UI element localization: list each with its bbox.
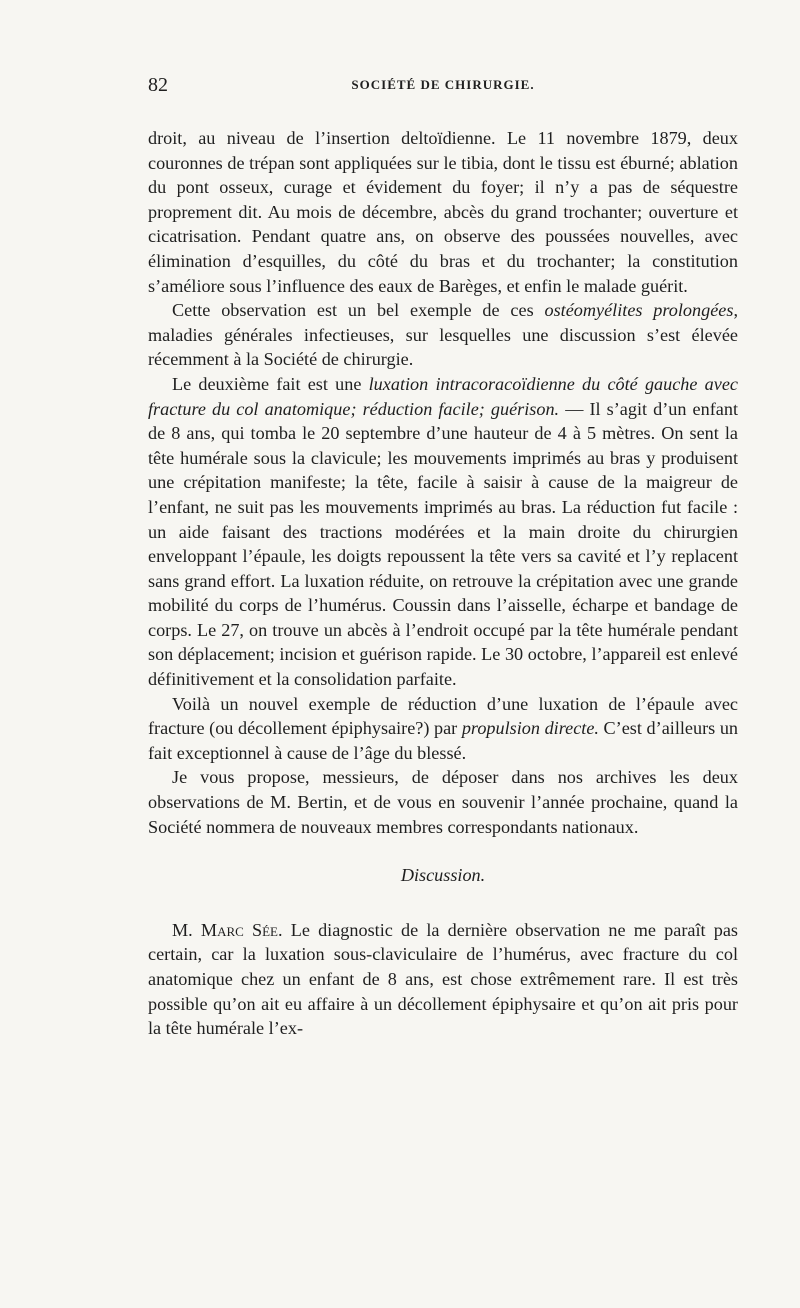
paragraph-6 xyxy=(148,918,738,1041)
paragraph-5: Je vous propose, messieurs, de déposer dans nos archives les deux observations de M. Bertin, et de vous en souvenir l’année prochaine, quand la Société nommera de nouveaux membres correspondants nationaux. xyxy=(148,767,738,837)
paragraph-1: droit, au niveau de l’insertion deltoïdienne. Le 11 novembre 1879, deux couronnes de trépan sont appliquées sur le tibia, dont le tissu est éburné; ablation du pont osseux, curage et évidement du foyer; il n’y a pas de séquestre proprement dit. Au mois de décembre, abcès du grand trochanter; ouverture et cicatrisation. Pendant quatre ans, on observe des poussées nouvelles, avec élimination d’esquilles, du côté du bras et du trochanter; la constitution s’améliore sous l’influence des eaux de Barèges, et enfin le malade guérit. xyxy=(148,128,738,296)
speaker-prefix: M. xyxy=(172,919,201,940)
speaker-name: Marc Sée. xyxy=(200,919,283,940)
paragraph-3 xyxy=(148,372,738,692)
paragraph-2 xyxy=(148,298,738,372)
paragraph-4 xyxy=(148,692,738,766)
paragraph-2-text-a: Cette observation est un bel exemple de ces xyxy=(172,300,545,321)
paragraph-2-text-b: , maladies générales infectieuses, sur lesquelles une discussion s’est élevée récemment à la Société de chirurgie. xyxy=(148,300,738,370)
paragraph-4-text-b: C’est d’ailleurs un fait exceptionnel à cause de l’âge du blessé. xyxy=(148,718,739,763)
paragraph-2-emphasis: ostéomyélites prolongées xyxy=(544,300,734,321)
paragraph-3-emphasis: luxation intracoracoïdienne du côté gauche avec fracture du col anatomique; réduction facile; guérison. xyxy=(148,373,738,419)
page-header xyxy=(148,74,738,98)
body-text xyxy=(148,126,738,1041)
paragraph-4-emphasis: propulsion directe. xyxy=(461,718,599,739)
running-head: SOCIÉTÉ DE CHIRURGIE. xyxy=(351,77,535,92)
discussion-heading: Discussion. xyxy=(400,865,486,886)
paragraph-3-text-b: — Il s’agit d’un enfant de 8 ans, qui tomba le 20 septembre d’une hauteur de 4 à 5 mètres. On sent la tête humérale sous la clavicule; les mouvements imprimés au bras y produisent une crépitation manifeste; la tête, facile à saisir à cause de la maigreur de l’enfant, ne suit pas les mouvements imprimés au bras. La réduction fut facile : un aide faisant des tractions modérées et la main droite du chirurgien enveloppant l’épaule, les doigts repoussent la tête vers sa cavité et l’y replacent sans grand effort. La luxation réduite, on retrouve la crépitation avec une grande mobilité du corps de l’humérus. Coussin dans l’aisselle, écharpe et bandage de corps. Le 27, on trouve un abcès à l’endroit occupé par la tête humérale pendant son déplacement; incision et guérison rapide. Le 30 octobre, l’appareil est enlevé définitivement et la consolidation parfaite. xyxy=(148,398,738,690)
page-number: 82 xyxy=(148,74,168,96)
paragraph-3-text-a: Le deuxième fait est une xyxy=(172,373,369,394)
paragraph-4-text-a: Voilà un nouvel exemple de réduction d’une luxation de l’épaule avec fracture (ou décollement épiphysaire?) par xyxy=(148,693,738,739)
paragraph-6-text: Le diagnostic de la dernière observation ne me paraît pas certain, car la luxation sous-claviculaire de l’humérus, avec fracture du col anatomique chez un enfant de 8 ans, est chose extrêmement rare. Il est très possible qu’on ait eu affaire à un décollement épiphysaire et qu’on ait pris pour la tête humérale l’ex- xyxy=(148,919,739,1039)
